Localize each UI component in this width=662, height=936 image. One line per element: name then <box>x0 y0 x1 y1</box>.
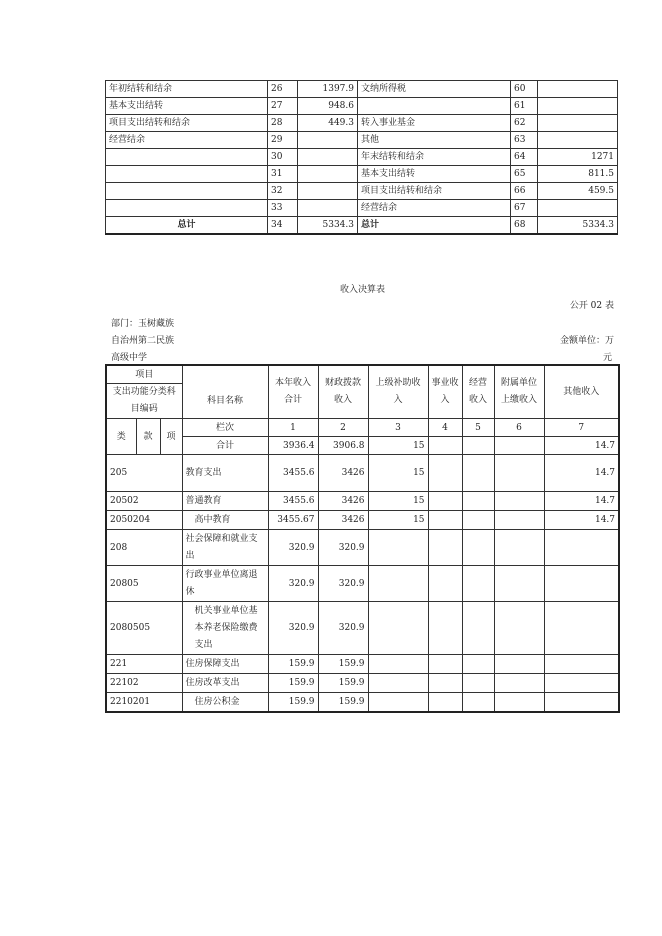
total-amount-2: 5334.3 <box>538 217 618 235</box>
header-kuan: 款 <box>136 419 160 455</box>
table-row <box>106 655 619 674</box>
row-amount <box>298 132 358 149</box>
row-v7 <box>544 674 619 693</box>
row-v5 <box>462 655 494 674</box>
row-v2: 159.9 <box>318 674 368 693</box>
col-num-4: 4 <box>428 419 462 437</box>
header-subject-name: 科目名称 <box>182 384 268 419</box>
row-code: 2210201 <box>106 693 182 713</box>
table-row <box>106 132 618 149</box>
row-subject-name: 行政事业单位离退休 <box>182 566 268 602</box>
row-amount <box>298 149 358 166</box>
row-number-2: 66 <box>511 183 538 200</box>
row-number-2: 65 <box>511 166 538 183</box>
row-number-2: 64 <box>511 149 538 166</box>
row-item: 基本支出结转 <box>106 98 268 115</box>
row-code: 20805 <box>106 566 182 602</box>
header-project: 项目 <box>106 365 182 384</box>
table-row <box>106 166 618 183</box>
table-row <box>106 200 618 217</box>
col-num-5: 5 <box>462 419 494 437</box>
row-v3 <box>368 566 428 602</box>
row-v3 <box>368 674 428 693</box>
row-v5 <box>462 566 494 602</box>
row-code: 2050204 <box>106 511 182 530</box>
row-v7 <box>544 693 619 713</box>
header-col3: 上级补助收入 <box>368 365 428 419</box>
row-item <box>106 200 268 217</box>
row-v5 <box>462 693 494 713</box>
row-item-2: 年末结转和结余 <box>358 149 511 166</box>
row-v1: 159.9 <box>268 674 318 693</box>
table-row <box>106 693 619 713</box>
row-v1: 3455.6 <box>268 455 318 492</box>
table-row <box>106 81 618 98</box>
row-number-2: 61 <box>511 98 538 115</box>
row-item <box>106 149 268 166</box>
table-row <box>106 455 619 492</box>
row-v2: 159.9 <box>318 655 368 674</box>
row-number: 28 <box>268 115 298 132</box>
table-row <box>106 115 618 132</box>
row-v5 <box>462 511 494 530</box>
row-v5 <box>462 492 494 511</box>
row-number-2: 60 <box>511 81 538 98</box>
row-item-2: 项目支出结转和结余 <box>358 183 511 200</box>
row-v5 <box>462 530 494 566</box>
total-row <box>106 217 618 235</box>
row-v2: 3426 <box>318 492 368 511</box>
total-number: 34 <box>268 217 298 235</box>
row-amount: 449.3 <box>298 115 358 132</box>
row-amount-2: 1271 <box>538 149 618 166</box>
row-amount-2: 811.5 <box>538 166 618 183</box>
header-col6: 附属单位上缴收入 <box>494 365 544 419</box>
col-num-3: 3 <box>368 419 428 437</box>
row-number: 30 <box>268 149 298 166</box>
row-amount-2 <box>538 81 618 98</box>
total-v1: 3936.4 <box>268 437 318 455</box>
row-amount-2 <box>538 200 618 217</box>
total-v7: 14.7 <box>544 437 619 455</box>
row-v1: 320.9 <box>268 602 318 655</box>
row-v3 <box>368 693 428 713</box>
row-v7: 14.7 <box>544 511 619 530</box>
col-num-6: 6 <box>494 419 544 437</box>
row-v2: 159.9 <box>318 693 368 713</box>
row-v5 <box>462 455 494 492</box>
row-item-2: 基本支出结转 <box>358 166 511 183</box>
row-amount <box>298 166 358 183</box>
header-func-code: 支出功能分类科目编码 <box>106 384 182 419</box>
row-number: 33 <box>268 200 298 217</box>
row-v1: 3455.67 <box>268 511 318 530</box>
row-number: 29 <box>268 132 298 149</box>
row-v4 <box>428 602 462 655</box>
table-row <box>106 492 619 511</box>
header-lanci: 栏次 <box>182 419 268 437</box>
row-v6 <box>494 566 544 602</box>
table-row <box>106 602 619 655</box>
row-number-2: 63 <box>511 132 538 149</box>
unit-line-2: 元 <box>602 353 612 363</box>
unit-line-1: 金额单位：万 <box>559 336 614 346</box>
row-code: 221 <box>106 655 182 674</box>
header-col5: 经营收入 <box>462 365 494 419</box>
row-subject-name: 高中教育 <box>182 511 268 530</box>
row-v2: 320.9 <box>318 602 368 655</box>
total-number-2: 68 <box>511 217 538 235</box>
table-row <box>106 98 618 115</box>
row-code: 22102 <box>106 674 182 693</box>
row-item-2: 文纳所得税 <box>358 81 511 98</box>
row-amount: 948.6 <box>298 98 358 115</box>
total-v3: 15 <box>368 437 428 455</box>
row-item <box>106 166 268 183</box>
header-col1: 本年收入合计 <box>268 365 318 419</box>
col-num-2: 2 <box>318 419 368 437</box>
row-number: 31 <box>268 166 298 183</box>
table-row <box>106 566 619 602</box>
row-v2: 320.9 <box>318 530 368 566</box>
total-v2: 3906.8 <box>318 437 368 455</box>
row-amount-2 <box>538 98 618 115</box>
row-v3: 15 <box>368 455 428 492</box>
row-item: 经营结余 <box>106 132 268 149</box>
row-v1: 159.9 <box>268 655 318 674</box>
table-row <box>106 530 619 566</box>
row-v6 <box>494 492 544 511</box>
row-number: 27 <box>268 98 298 115</box>
total-label: 合计 <box>182 437 268 455</box>
row-code: 20502 <box>106 492 182 511</box>
report-code: 公开 02 表 <box>569 301 614 311</box>
header-xiang: 项 <box>160 419 182 455</box>
report-title: 收入决算表 <box>340 285 386 295</box>
row-item: 年初结转和结余 <box>106 81 268 98</box>
row-v1: 320.9 <box>268 566 318 602</box>
col-num-1: 1 <box>268 419 318 437</box>
balance-table <box>105 80 618 235</box>
row-subject-name: 住房改革支出 <box>182 674 268 693</box>
header-row-project <box>106 365 619 384</box>
col-num-7: 7 <box>544 419 619 437</box>
row-v5 <box>462 674 494 693</box>
row-item <box>106 183 268 200</box>
row-v6 <box>494 511 544 530</box>
row-v4 <box>428 655 462 674</box>
total-label-2: 总计 <box>358 217 511 235</box>
row-v3 <box>368 655 428 674</box>
row-v2: 3426 <box>318 455 368 492</box>
row-code: 208 <box>106 530 182 566</box>
row-v3: 15 <box>368 492 428 511</box>
row-v7: 14.7 <box>544 455 619 492</box>
row-v4 <box>428 674 462 693</box>
row-subject-name: 普通教育 <box>182 492 268 511</box>
row-v2: 3426 <box>318 511 368 530</box>
row-v5 <box>462 602 494 655</box>
row-v3: 15 <box>368 511 428 530</box>
row-v7 <box>544 530 619 566</box>
row-item: 项目支出结转和结余 <box>106 115 268 132</box>
table-row <box>106 674 619 693</box>
row-amount: 1397.9 <box>298 81 358 98</box>
row-v1: 320.9 <box>268 530 318 566</box>
row-v4 <box>428 566 462 602</box>
department-line-2: 自治州第二民族 <box>111 336 175 346</box>
income-table <box>105 364 620 713</box>
row-subject-name: 社会保障和就业支出 <box>182 530 268 566</box>
row-v4 <box>428 455 462 492</box>
row-amount <box>298 183 358 200</box>
row-v6 <box>494 530 544 566</box>
row-subject-name: 住房公积金 <box>182 693 268 713</box>
row-v2: 320.9 <box>318 566 368 602</box>
row-code: 205 <box>106 455 182 492</box>
row-v1: 3455.6 <box>268 492 318 511</box>
row-number-2: 62 <box>511 115 538 132</box>
row-number: 26 <box>268 81 298 98</box>
row-v6 <box>494 674 544 693</box>
row-v4 <box>428 492 462 511</box>
total-label: 总计 <box>106 217 268 235</box>
row-subject-name: 教育支出 <box>182 455 268 492</box>
row-amount-2 <box>538 132 618 149</box>
row-amount-2: 459.5 <box>538 183 618 200</box>
table-row <box>106 183 618 200</box>
header-lei: 类 <box>106 419 136 455</box>
row-v4 <box>428 530 462 566</box>
row-v4 <box>428 693 462 713</box>
row-item-2: 其他 <box>358 132 511 149</box>
row-v1: 159.9 <box>268 693 318 713</box>
department-line-3: 高级中学 <box>111 353 148 363</box>
department-line-1: 部门：玉树藏族 <box>111 319 175 329</box>
row-v6 <box>494 693 544 713</box>
row-item-2: 转入事业基金 <box>358 115 511 132</box>
row-v4 <box>428 511 462 530</box>
row-item-2: 经营结余 <box>358 200 511 217</box>
table-row <box>106 511 619 530</box>
row-number-2: 67 <box>511 200 538 217</box>
row-amount <box>298 200 358 217</box>
row-code: 2080505 <box>106 602 182 655</box>
total-amount: 5334.3 <box>298 217 358 235</box>
row-amount-2 <box>538 115 618 132</box>
row-v7 <box>544 602 619 655</box>
row-v6 <box>494 655 544 674</box>
header-col2: 财政拨款收入 <box>318 365 368 419</box>
row-v7: 14.7 <box>544 492 619 511</box>
row-item-2 <box>358 98 511 115</box>
row-v3 <box>368 530 428 566</box>
header-col7: 其他收入 <box>544 365 619 419</box>
table-row <box>106 149 618 166</box>
row-number: 32 <box>268 183 298 200</box>
row-v6 <box>494 455 544 492</box>
row-v3 <box>368 602 428 655</box>
row-subject-name: 住房保障支出 <box>182 655 268 674</box>
row-v7 <box>544 566 619 602</box>
header-col4: 事业收入 <box>428 365 462 419</box>
row-v6 <box>494 602 544 655</box>
row-subject-name: 机关事业单位基本养老保险缴费支出 <box>182 602 268 655</box>
row-v7 <box>544 655 619 674</box>
